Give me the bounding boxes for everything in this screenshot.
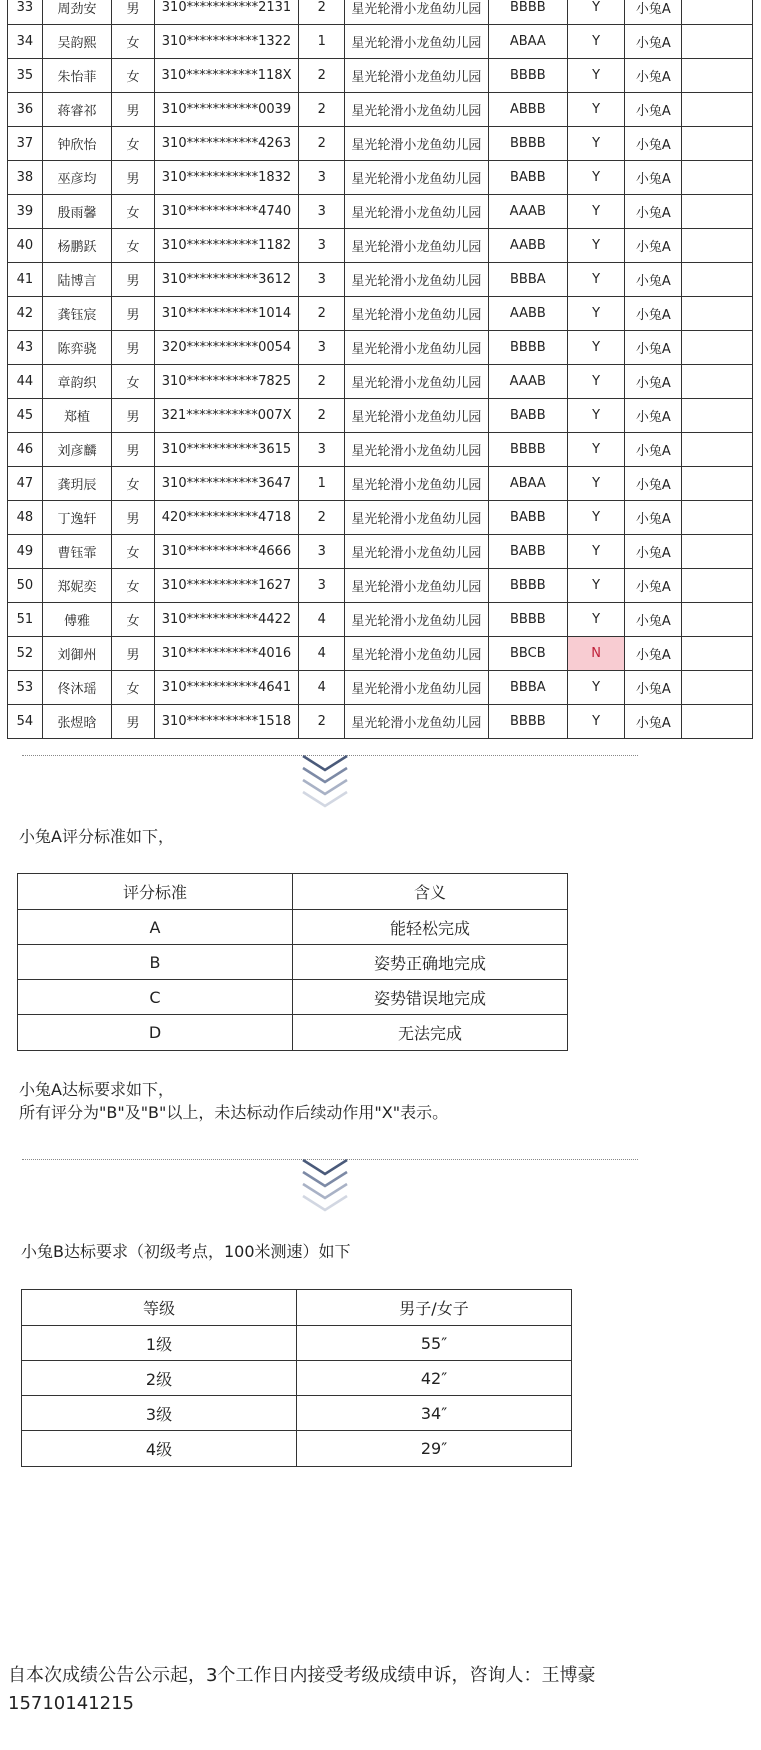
- table-row: [8, 399, 753, 433]
- cell-gender: 女: [112, 195, 155, 229]
- cell-pass: Y: [568, 433, 625, 467]
- cell-pass: Y: [568, 93, 625, 127]
- cell-school: 星光轮滑小龙鱼幼儿园: [345, 433, 488, 467]
- cell-category: 小兔A: [625, 501, 682, 535]
- cell-gender: 女: [112, 569, 155, 603]
- cell-category: 小兔A: [625, 297, 682, 331]
- header-meaning: 含义: [293, 874, 568, 910]
- cell-gender: 女: [112, 25, 155, 59]
- cell-scores: BBBB: [488, 603, 568, 637]
- cell-level: 3: [299, 433, 345, 467]
- cell-school: 星光轮滑小龙鱼幼儿园: [345, 25, 488, 59]
- cell-category: 小兔A: [625, 535, 682, 569]
- cell-level: 2: [299, 0, 345, 25]
- cell-blank: [682, 433, 753, 467]
- cell-level: 2: [299, 59, 345, 93]
- table-row: [8, 637, 753, 671]
- table-row: [8, 263, 753, 297]
- cell-id: 310***********4666: [154, 535, 299, 569]
- cell-category: 小兔A: [625, 59, 682, 93]
- cell-pass: N: [568, 637, 625, 671]
- cell-gender: 男: [112, 331, 155, 365]
- cell-scores: AAAB: [488, 365, 568, 399]
- cell-pass: Y: [568, 535, 625, 569]
- cell-no: 39: [8, 195, 43, 229]
- cell-blank: [682, 365, 753, 399]
- cell-no: 48: [8, 501, 43, 535]
- cell-no: 35: [8, 59, 43, 93]
- cell-id: 310***********1832: [154, 161, 299, 195]
- cell-school: 星光轮滑小龙鱼幼儿园: [345, 399, 488, 433]
- cell-category: 小兔A: [625, 161, 682, 195]
- cell-no: 53: [8, 671, 43, 705]
- cell-gender: 女: [112, 127, 155, 161]
- chevron-down-icon: [295, 754, 355, 808]
- cell-category: 小兔A: [625, 569, 682, 603]
- cell-name: 陈弈骁: [42, 331, 111, 365]
- cell-name: 殷雨馨: [42, 195, 111, 229]
- cell-school: 星光轮滑小龙鱼幼儿园: [345, 93, 488, 127]
- header-standard: 评分标准: [18, 874, 293, 910]
- cell-name: 郑植: [42, 399, 111, 433]
- cell-category: 小兔A: [625, 127, 682, 161]
- cell-no: 37: [8, 127, 43, 161]
- cell-name: 佟沐瑶: [42, 671, 111, 705]
- cell-id: 310***********4016: [154, 637, 299, 671]
- cell-blank: [682, 535, 753, 569]
- cell-level: 3: [299, 569, 345, 603]
- cell-category: 小兔A: [625, 637, 682, 671]
- footer-phone: 15710141215: [8, 1693, 134, 1714]
- cell-scores: BBBA: [488, 263, 568, 297]
- cell-level: 2: [299, 365, 345, 399]
- cell-gender: 女: [112, 365, 155, 399]
- cell-level: 4: [299, 603, 345, 637]
- cell-school: 星光轮滑小龙鱼幼儿园: [345, 263, 488, 297]
- cell-pass: Y: [568, 297, 625, 331]
- cell-level: 2: [299, 93, 345, 127]
- cell-id: 310***********3615: [154, 433, 299, 467]
- cell-gender: 男: [112, 263, 155, 297]
- cell-id: 310***********118X: [154, 59, 299, 93]
- grade-cell: 4级: [22, 1431, 297, 1467]
- table-row: [8, 59, 753, 93]
- cell-pass: Y: [568, 331, 625, 365]
- cell-level: 3: [299, 161, 345, 195]
- cell-pass: Y: [568, 467, 625, 501]
- meaning-cell: 姿势错误地完成: [293, 980, 568, 1015]
- table-row: [8, 569, 753, 603]
- cell-school: 星光轮滑小龙鱼幼儿园: [345, 501, 488, 535]
- cell-gender: 女: [112, 535, 155, 569]
- cell-name: 章韵织: [42, 365, 111, 399]
- cell-no: 50: [8, 569, 43, 603]
- cell-no: 44: [8, 365, 43, 399]
- cell-scores: BABB: [488, 501, 568, 535]
- cell-id: 310***********4641: [154, 671, 299, 705]
- cell-name: 朱怡菲: [42, 59, 111, 93]
- cell-gender: 男: [112, 161, 155, 195]
- grade-cell: D: [18, 1015, 293, 1051]
- cell-gender: 女: [112, 229, 155, 263]
- cell-id: 310***********3647: [154, 467, 299, 501]
- cell-gender: 男: [112, 705, 155, 739]
- cell-blank: [682, 569, 753, 603]
- rabbit-a-requirement-text: 所有评分为"B"及"B"以上，未达标动作后续动作用"X"表示。: [19, 1103, 449, 1122]
- cell-blank: [682, 25, 753, 59]
- cell-no: 38: [8, 161, 43, 195]
- cell-category: 小兔A: [625, 331, 682, 365]
- cell-no: 34: [8, 25, 43, 59]
- cell-category: 小兔A: [625, 229, 682, 263]
- cell-no: 47: [8, 467, 43, 501]
- cell-pass: Y: [568, 0, 625, 25]
- time-cell: 29″: [297, 1431, 572, 1467]
- cell-gender: 男: [112, 399, 155, 433]
- cell-no: 54: [8, 705, 43, 739]
- grade-cell: 1级: [22, 1326, 297, 1361]
- cell-no: 46: [8, 433, 43, 467]
- cell-blank: [682, 501, 753, 535]
- cell-level: 1: [299, 25, 345, 59]
- grade-cell: C: [18, 980, 293, 1015]
- cell-school: 星光轮滑小龙鱼幼儿园: [345, 0, 488, 25]
- meaning-cell: 姿势正确地完成: [293, 945, 568, 980]
- table-row: [8, 671, 753, 705]
- cell-school: 星光轮滑小龙鱼幼儿园: [345, 59, 488, 93]
- cell-category: 小兔A: [625, 0, 682, 25]
- cell-blank: [682, 0, 753, 25]
- results-table: [7, 0, 753, 739]
- cell-category: 小兔A: [625, 433, 682, 467]
- cell-name: 钟欣怡: [42, 127, 111, 161]
- cell-level: 3: [299, 195, 345, 229]
- cell-name: 龚玥辰: [42, 467, 111, 501]
- cell-gender: 男: [112, 0, 155, 25]
- cell-level: 3: [299, 229, 345, 263]
- grade-cell: A: [18, 910, 293, 945]
- cell-level: 3: [299, 331, 345, 365]
- rabbit-a-intro: 小兔A评分标准如下，: [19, 827, 174, 846]
- cell-id: 320***********0054: [154, 331, 299, 365]
- cell-school: 星光轮滑小龙鱼幼儿园: [345, 331, 488, 365]
- chevron-down-icon: [295, 1158, 355, 1212]
- cell-blank: [682, 263, 753, 297]
- cell-name: 刘御州: [42, 637, 111, 671]
- cell-blank: [682, 93, 753, 127]
- cell-pass: Y: [568, 365, 625, 399]
- cell-level: 1: [299, 467, 345, 501]
- cell-category: 小兔A: [625, 263, 682, 297]
- cell-level: 2: [299, 705, 345, 739]
- cell-scores: ABAA: [488, 467, 568, 501]
- cell-level: 4: [299, 671, 345, 705]
- cell-school: 星光轮滑小龙鱼幼儿园: [345, 467, 488, 501]
- cell-pass: Y: [568, 229, 625, 263]
- table-row: [8, 229, 753, 263]
- results-table-body: [8, 0, 753, 739]
- cell-no: 52: [8, 637, 43, 671]
- grade-cell: 3级: [22, 1396, 297, 1431]
- rabbit-b-speed-table: [21, 1289, 572, 1467]
- grade-cell: 2级: [22, 1361, 297, 1396]
- cell-category: 小兔A: [625, 671, 682, 705]
- cell-scores: BBBB: [488, 0, 568, 25]
- cell-gender: 女: [112, 603, 155, 637]
- cell-name: 曹钰霏: [42, 535, 111, 569]
- cell-id: 310***********4422: [154, 603, 299, 637]
- cell-scores: BBBB: [488, 127, 568, 161]
- cell-no: 49: [8, 535, 43, 569]
- cell-no: 51: [8, 603, 43, 637]
- cell-pass: Y: [568, 603, 625, 637]
- table-row: [8, 25, 753, 59]
- cell-no: 42: [8, 297, 43, 331]
- cell-id: 310***********1518: [154, 705, 299, 739]
- table-row: [8, 331, 753, 365]
- cell-school: 星光轮滑小龙鱼幼儿园: [345, 671, 488, 705]
- time-cell: 55″: [297, 1326, 572, 1361]
- cell-gender: 男: [112, 297, 155, 331]
- cell-school: 星光轮滑小龙鱼幼儿园: [345, 365, 488, 399]
- cell-blank: [682, 195, 753, 229]
- cell-gender: 男: [112, 433, 155, 467]
- table-row: [8, 93, 753, 127]
- table-row: [8, 535, 753, 569]
- cell-pass: Y: [568, 161, 625, 195]
- cell-school: 星光轮滑小龙鱼幼儿园: [345, 705, 488, 739]
- table-row: [8, 705, 753, 739]
- cell-name: 陆博言: [42, 263, 111, 297]
- cell-blank: [682, 705, 753, 739]
- cell-pass: Y: [568, 671, 625, 705]
- footer-notice: [8, 1662, 595, 1718]
- cell-blank: [682, 59, 753, 93]
- cell-pass: Y: [568, 195, 625, 229]
- cell-blank: [682, 399, 753, 433]
- cell-scores: BABB: [488, 399, 568, 433]
- cell-no: 45: [8, 399, 43, 433]
- cell-category: 小兔A: [625, 93, 682, 127]
- cell-scores: AABB: [488, 297, 568, 331]
- cell-category: 小兔A: [625, 365, 682, 399]
- cell-level: 4: [299, 637, 345, 671]
- cell-scores: BBBB: [488, 59, 568, 93]
- cell-name: 龚钰宸: [42, 297, 111, 331]
- cell-blank: [682, 229, 753, 263]
- cell-name: 杨鹏跃: [42, 229, 111, 263]
- cell-level: 2: [299, 501, 345, 535]
- cell-scores: AAAB: [488, 195, 568, 229]
- table-row: [8, 127, 753, 161]
- cell-id: 310***********7825: [154, 365, 299, 399]
- cell-category: 小兔A: [625, 399, 682, 433]
- cell-category: 小兔A: [625, 603, 682, 637]
- cell-id: 310***********1014: [154, 297, 299, 331]
- cell-id: 310***********3612: [154, 263, 299, 297]
- cell-scores: BBBB: [488, 705, 568, 739]
- cell-id: 321***********007X: [154, 399, 299, 433]
- table-row: [8, 161, 753, 195]
- cell-scores: ABBB: [488, 93, 568, 127]
- cell-name: 张煜晗: [42, 705, 111, 739]
- cell-blank: [682, 603, 753, 637]
- cell-gender: 女: [112, 467, 155, 501]
- cell-name: 傅雅: [42, 603, 111, 637]
- rabbit-b-intro: 小兔B达标要求（初级考点，100米测速）如下: [21, 1242, 351, 1261]
- cell-id: 310***********1322: [154, 25, 299, 59]
- cell-school: 星光轮滑小龙鱼幼儿园: [345, 229, 488, 263]
- cell-level: 2: [299, 297, 345, 331]
- cell-scores: BBBA: [488, 671, 568, 705]
- cell-school: 星光轮滑小龙鱼幼儿园: [345, 535, 488, 569]
- cell-category: 小兔A: [625, 25, 682, 59]
- cell-id: 420***********4718: [154, 501, 299, 535]
- cell-pass: Y: [568, 399, 625, 433]
- cell-name: 蒋睿祁: [42, 93, 111, 127]
- cell-level: 3: [299, 535, 345, 569]
- table-row: [8, 603, 753, 637]
- cell-level: 2: [299, 399, 345, 433]
- cell-pass: Y: [568, 705, 625, 739]
- cell-school: 星光轮滑小龙鱼幼儿园: [345, 161, 488, 195]
- meaning-cell: 能轻松完成: [293, 910, 568, 945]
- footer-appeal-text: 自本次成绩公告公示起，3个工作日内接受考级成绩申诉，咨询人：王博豪: [8, 1665, 596, 1686]
- cell-school: 星光轮滑小龙鱼幼儿园: [345, 569, 488, 603]
- cell-scores: BBBB: [488, 569, 568, 603]
- table-row: [8, 297, 753, 331]
- cell-name: 刘彦麟: [42, 433, 111, 467]
- cell-scores: ABAA: [488, 25, 568, 59]
- cell-school: 星光轮滑小龙鱼幼儿园: [345, 603, 488, 637]
- cell-pass: Y: [568, 59, 625, 93]
- cell-pass: Y: [568, 25, 625, 59]
- meaning-cell: 无法完成: [293, 1015, 568, 1051]
- cell-name: 郑妮奕: [42, 569, 111, 603]
- cell-id: 310***********2131: [154, 0, 299, 25]
- cell-no: 40: [8, 229, 43, 263]
- table-row: [8, 501, 753, 535]
- cell-blank: [682, 637, 753, 671]
- cell-gender: 男: [112, 501, 155, 535]
- cell-id: 310***********0039: [154, 93, 299, 127]
- cell-id: 310***********4263: [154, 127, 299, 161]
- cell-no: 36: [8, 93, 43, 127]
- cell-gender: 男: [112, 93, 155, 127]
- cell-no: 41: [8, 263, 43, 297]
- cell-id: 310***********1627: [154, 569, 299, 603]
- cell-name: 巫彦均: [42, 161, 111, 195]
- cell-category: 小兔A: [625, 705, 682, 739]
- cell-blank: [682, 161, 753, 195]
- cell-pass: Y: [568, 127, 625, 161]
- cell-gender: 男: [112, 637, 155, 671]
- cell-scores: BBBB: [488, 433, 568, 467]
- cell-category: 小兔A: [625, 467, 682, 501]
- cell-gender: 女: [112, 671, 155, 705]
- cell-scores: BABB: [488, 535, 568, 569]
- time-cell: 42″: [297, 1361, 572, 1396]
- cell-pass: Y: [568, 501, 625, 535]
- table-row: [8, 365, 753, 399]
- cell-id: 310***********4740: [154, 195, 299, 229]
- cell-school: 星光轮滑小龙鱼幼儿园: [345, 127, 488, 161]
- cell-blank: [682, 127, 753, 161]
- cell-gender: 女: [112, 59, 155, 93]
- cell-category: 小兔A: [625, 195, 682, 229]
- table-row: [8, 433, 753, 467]
- cell-school: 星光轮滑小龙鱼幼儿园: [345, 297, 488, 331]
- cell-name: 吴韵熙: [42, 25, 111, 59]
- table-row: [8, 195, 753, 229]
- cell-school: 星光轮滑小龙鱼幼儿园: [345, 195, 488, 229]
- cell-blank: [682, 297, 753, 331]
- cell-name: 周劲安: [42, 0, 111, 25]
- header-grade: 等级: [22, 1290, 297, 1326]
- grade-cell: B: [18, 945, 293, 980]
- cell-scores: AABB: [488, 229, 568, 263]
- cell-scores: BABB: [488, 161, 568, 195]
- cell-level: 2: [299, 127, 345, 161]
- cell-no: 33: [8, 0, 43, 25]
- cell-id: 310***********1182: [154, 229, 299, 263]
- table-row: [8, 0, 753, 25]
- time-cell: 34″: [297, 1396, 572, 1431]
- rabbit-a-requirement-title: 小兔A达标要求如下，: [19, 1080, 174, 1099]
- cell-level: 3: [299, 263, 345, 297]
- cell-blank: [682, 467, 753, 501]
- table-row: [8, 467, 753, 501]
- cell-no: 43: [8, 331, 43, 365]
- rabbit-a-standard-table: [17, 873, 568, 1051]
- cell-blank: [682, 331, 753, 365]
- cell-school: 星光轮滑小龙鱼幼儿园: [345, 637, 488, 671]
- cell-pass: Y: [568, 263, 625, 297]
- cell-name: 丁逸轩: [42, 501, 111, 535]
- cell-scores: BBBB: [488, 331, 568, 365]
- header-time: 男子/女子: [297, 1290, 572, 1326]
- cell-scores: BBCB: [488, 637, 568, 671]
- cell-blank: [682, 671, 753, 705]
- cell-pass: Y: [568, 569, 625, 603]
